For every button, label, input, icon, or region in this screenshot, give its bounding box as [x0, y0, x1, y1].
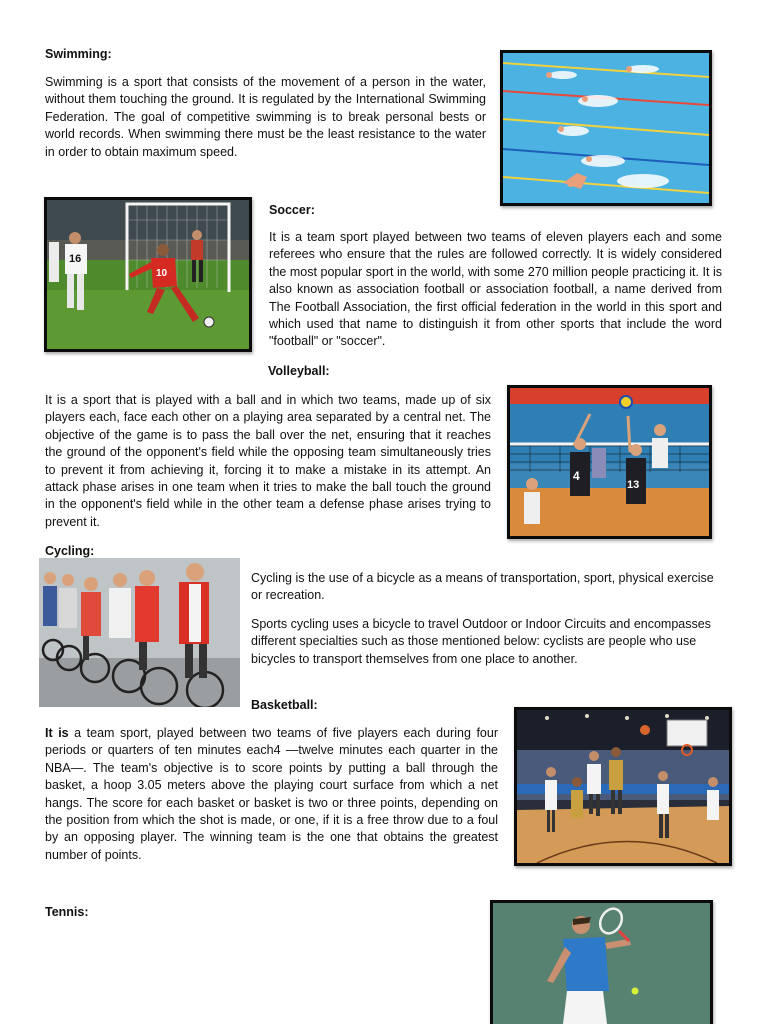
volleyball-paragraph: It is a sport that is played with a ball and in which two teams, made up of six players each, face each other on a playing area separated by a central net. The objective of the game is to pass the ball over the net, ensuring that it reaches the ground of the opponent's field while the opposing team simultaneously tries to prevent it from achieving it, forcing it to make a mistake in its attempt. An attack phase arises in one team when it tries to make the ball touch the ground in the opponent's field while in the other team a defense phase arises trying to prevent it.	[45, 393, 491, 529]
cycling-paragraph-2: Sports cycling uses a bicycle to travel Outdoor or Indoor Circuits and encompasses different specialties such as those mentioned below: cyclists are people who use bicycles to transport themselves from one place to another.	[251, 617, 711, 666]
basketball-photo	[514, 707, 732, 866]
volleyball-photo	[507, 385, 712, 539]
soccer-paragraph: It is a team sport played between two teams of eleven players each and some referees who ensure that the rules are followed correctly. It is widely considered the most popular sport in the world, with some 270 million people practicing it. It is also known as association football or association football, a name derived from The Football Association, the first official federation in the world in this sport and which used that name to distinguish it from other sports that include the word "football" or "soccer".	[269, 230, 722, 349]
soccer-heading: Soccer:	[269, 203, 315, 217]
cycling-paragraph-1: Cycling is the use of a bicycle as a means of transportation, sport, physical exercise or recreation.	[251, 571, 714, 603]
cycling-photo	[39, 558, 240, 707]
basketball-text: a team sport, played between two teams of five players each during four periods or quarters of ten minutes each4 —twelve minutes each quarter in the NBA—. The team's objective is to score points by putting a ball through the basket, a hoop 3.05 meters above the playing court surface from which a net hangs. The score for each basket or basket is two or three points, depending on the position from which the shot is made, or one, if it is a free throw due to a foul by an opposing player. The winning team is the one that obtains the greatest number of points.	[45, 726, 498, 862]
volleyball-jersey-number-a: 4	[573, 469, 580, 483]
cycling-heading: Cycling:	[45, 544, 95, 558]
tennis-heading: Tennis:	[45, 905, 89, 919]
soccer-jersey-number-red: 10	[156, 268, 168, 279]
swimming-photo	[500, 50, 712, 206]
basketball-lead: It is	[45, 726, 69, 740]
basketball-paragraph	[45, 725, 498, 864]
volleyball-jersey-number-b: 13	[627, 479, 640, 491]
soccer-photo	[44, 197, 252, 352]
basketball-heading: Basketball:	[251, 698, 318, 712]
swimming-heading: Swimming:	[45, 47, 112, 61]
volleyball-heading: Volleyball:	[268, 364, 330, 378]
soccer-jersey-number-white: 16	[69, 253, 82, 265]
tennis-photo	[490, 900, 713, 1024]
swimming-paragraph: Swimming is a sport that consists of the movement of a person in the water, without them touching the ground. It is regulated by the International Swimming Federation. The goal of competitive swimming is to break personal bests or world records. When swimming there must be the least resistance to the water in order to obtain maximum speed.	[45, 75, 486, 159]
